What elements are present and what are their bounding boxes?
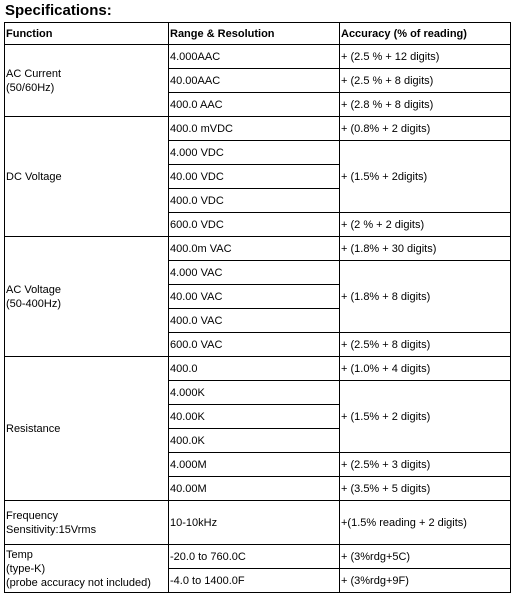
range-cell: 4.000M [169, 453, 340, 477]
accuracy-cell: + (3.5% + 5 digits) [340, 477, 511, 501]
table-row [5, 45, 511, 69]
range-cell: 10-10kHz [169, 501, 340, 545]
table-row [5, 501, 511, 545]
range-cell: 400.0 VAC [169, 309, 340, 333]
accuracy-cell: +(1.5% reading + 2 digits) [340, 501, 511, 545]
accuracy-cell: + (3%rdg+5C) [340, 545, 511, 569]
function-cell: DC Voltage [5, 117, 169, 237]
range-cell: 40.00 VDC [169, 165, 340, 189]
range-cell: 40.00 VAC [169, 285, 340, 309]
range-cell: 600.0 VAC [169, 333, 340, 357]
column-header-range: Range & Resolution [169, 23, 340, 45]
accuracy-cell: + (3%rdg+9F) [340, 569, 511, 593]
range-cell: 400.0m VAC [169, 237, 340, 261]
accuracy-cell: + (1.5% + 2digits) [340, 141, 511, 213]
range-cell: 4.000 VAC [169, 261, 340, 285]
range-cell: 4.000AAC [169, 45, 340, 69]
accuracy-cell: + (2.5 % + 12 digits) [340, 45, 511, 69]
specifications-table [4, 22, 511, 593]
accuracy-cell: + (1.8% + 8 digits) [340, 261, 511, 333]
column-header-function: Function [5, 23, 169, 45]
page-title: Specifications: [5, 2, 112, 19]
accuracy-cell: + (1.8% + 30 digits) [340, 237, 511, 261]
range-cell: 4.000K [169, 381, 340, 405]
column-header-accuracy: Accuracy (% of reading) [340, 23, 511, 45]
function-cell: Temp (type-K) (probe accuracy not included) [5, 545, 169, 593]
range-cell: 400.0 [169, 357, 340, 381]
accuracy-cell: + (1.5% + 2 digits) [340, 381, 511, 453]
range-cell: 400.0 mVDC [169, 117, 340, 141]
range-cell: 4.000 VDC [169, 141, 340, 165]
accuracy-cell: + (2.5% + 3 digits) [340, 453, 511, 477]
range-cell: 600.0 VDC [169, 213, 340, 237]
table-row [5, 237, 511, 261]
range-cell: -4.0 to 1400.0F [169, 569, 340, 593]
accuracy-cell: + (1.0% + 4 digits) [340, 357, 511, 381]
accuracy-cell: + (0.8% + 2 digits) [340, 117, 511, 141]
range-cell: 400.0 AAC [169, 93, 340, 117]
table-row [5, 545, 511, 569]
range-cell: -20.0 to 760.0C [169, 545, 340, 569]
accuracy-cell: + (2.5 % + 8 digits) [340, 69, 511, 93]
accuracy-cell: + (2 % + 2 digits) [340, 213, 511, 237]
table-row [5, 117, 511, 141]
table-header-row [5, 23, 511, 45]
range-cell: 400.0K [169, 429, 340, 453]
range-cell: 40.00AAC [169, 69, 340, 93]
range-cell: 400.0 VDC [169, 189, 340, 213]
function-cell: AC Current (50/60Hz) [5, 45, 169, 117]
table-row [5, 357, 511, 381]
range-cell: 40.00M [169, 477, 340, 501]
accuracy-cell: + (2.5% + 8 digits) [340, 333, 511, 357]
range-cell: 40.00K [169, 405, 340, 429]
accuracy-cell: + (2.8 % + 8 digits) [340, 93, 511, 117]
function-cell: Resistance [5, 357, 169, 501]
function-cell: Frequency Sensitivity:15Vrms [5, 501, 169, 545]
function-cell: AC Voltage (50-400Hz) [5, 237, 169, 357]
